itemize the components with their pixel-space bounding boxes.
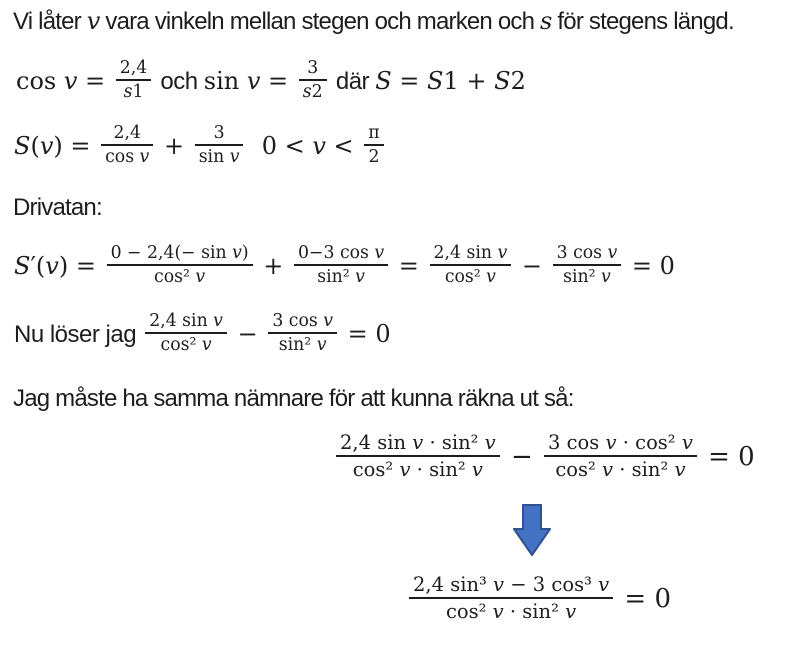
variable: v [312,131,326,160]
fraction [430,243,512,288]
numerator: 3 [299,58,327,81]
variable: v [86,7,100,35]
down-arrow-svg [513,504,551,557]
variable: s [540,7,552,35]
math-run: vara vinkeln mellan stegen och marken och [99,8,541,35]
equation-s-prime [14,245,675,290]
math-run [87,8,100,35]
variable: v [497,243,508,263]
math-run: − [514,251,550,280]
intro-text [13,8,734,36]
variable: v [605,431,617,454]
variable: S [427,66,444,95]
fraction [294,243,388,288]
variable: v [412,431,424,454]
denominator: sin² v [563,267,611,288]
math-run: + [156,131,192,160]
denominator: s2 [302,82,323,103]
variable: v [602,458,614,481]
variable: S [14,251,31,280]
denominator: sin² v [278,335,327,356]
variable: v [674,458,686,481]
variable: v [45,251,59,280]
equation-common-denominator [333,433,755,483]
fraction [101,123,153,168]
variable: S [494,66,511,95]
variable: v [598,573,610,596]
variable: s [123,82,133,103]
denominator: cos v [105,147,150,168]
math-run: = 0 [624,251,675,280]
variable: v [601,267,611,288]
variable: S [14,131,31,160]
math-run: där [329,67,376,95]
variable: v [316,335,327,356]
variable: v [399,458,411,481]
variable: v [355,267,365,288]
equation-s-of-v [14,125,387,170]
math-run: = 0 [616,584,671,614]
numerator: 2,4 [101,123,153,146]
fraction [409,573,613,623]
variable: S [375,66,392,95]
denominator: sin v [198,147,240,168]
variable: v [232,243,242,263]
variable: v [607,243,618,263]
denominator: s1 [123,82,144,103]
math-run: för stegens längd. [551,8,734,35]
fraction [336,431,500,481]
variable: v [323,311,333,331]
numerator: 3 [195,123,244,146]
variable: v [471,458,483,481]
variable: v [39,131,54,160]
variable: v [484,431,496,454]
numerator: π [364,123,383,146]
math-run: Vi låter [13,8,87,35]
variable: v [63,66,78,95]
numerator: 2,4 sin³ v − 3 cos³ v [409,573,613,599]
numerator: 2,4 sin v [430,243,512,266]
denominator: cos² v · sin² v [445,600,577,623]
denominator: cos² v · sin² v [352,458,483,481]
math-run: och [154,67,204,95]
fraction [364,123,383,168]
numerator: 2,4 sin v [145,311,227,334]
numerator: 2,4 sin v · sin² v [336,431,500,457]
numerator: 3 cos v [268,311,337,334]
math-run: − [502,442,542,472]
fraction [145,311,227,356]
equation-simplified [406,575,671,625]
down-arrow-shape [514,505,550,555]
math-run: sin v = [203,66,296,95]
variable: v [492,600,504,623]
numerator: 3 cos v · cos² v [544,431,697,457]
fraction [116,58,151,103]
math-run: S = S1 + S2 [375,66,526,95]
derivative-heading: Drivatan: [13,194,102,221]
variable: v [493,573,505,596]
variable: v [681,431,693,454]
fraction [268,311,337,356]
denominator: cos² v · sin² v [555,458,686,481]
math-run: = 0 [699,442,755,472]
math-run: S(v) = [14,131,99,160]
denominator: 2 [368,147,380,168]
variable: v [213,311,223,331]
denominator: cos² v [444,267,496,288]
fraction [107,243,253,288]
variable: v [565,600,577,623]
fraction [553,243,622,288]
fraction [544,431,697,481]
equation-cos-and-sin [16,60,526,105]
variable: s [302,82,312,103]
common-denominator-note: Jag måste ha samma nämnare för att kunna räkna ut så: [13,385,574,412]
math-run: 0 < v < [246,131,362,160]
variable: v [374,243,385,263]
math-run: Nu löser jag [14,320,143,348]
math-run: cos v = [16,66,113,95]
numerator: 0−3 cos v [294,243,388,266]
variable: v [486,267,496,288]
fraction [195,123,244,168]
numerator: 0 − 2,4(− sin v) [107,243,253,266]
variable: v [195,267,206,288]
numerator: 2,4 [116,58,151,81]
variable: v [246,66,261,95]
math-run: = [391,251,427,280]
math-run: + [255,251,292,280]
denominator: cos² v [160,335,212,356]
numerator: 3 cos v [553,243,622,266]
variable: v [201,335,212,356]
math-run: − [229,319,266,348]
variable: v [229,147,240,168]
denominator: cos² v [154,267,206,288]
math-run [540,8,552,35]
fraction [299,58,327,103]
math-run: S′(v) = [14,251,104,280]
variable: v [139,147,150,168]
equation-solve-setup [14,313,391,358]
math-run: = 0 [339,319,391,348]
down-arrow-icon [513,504,551,557]
denominator: sin² v [317,267,365,288]
